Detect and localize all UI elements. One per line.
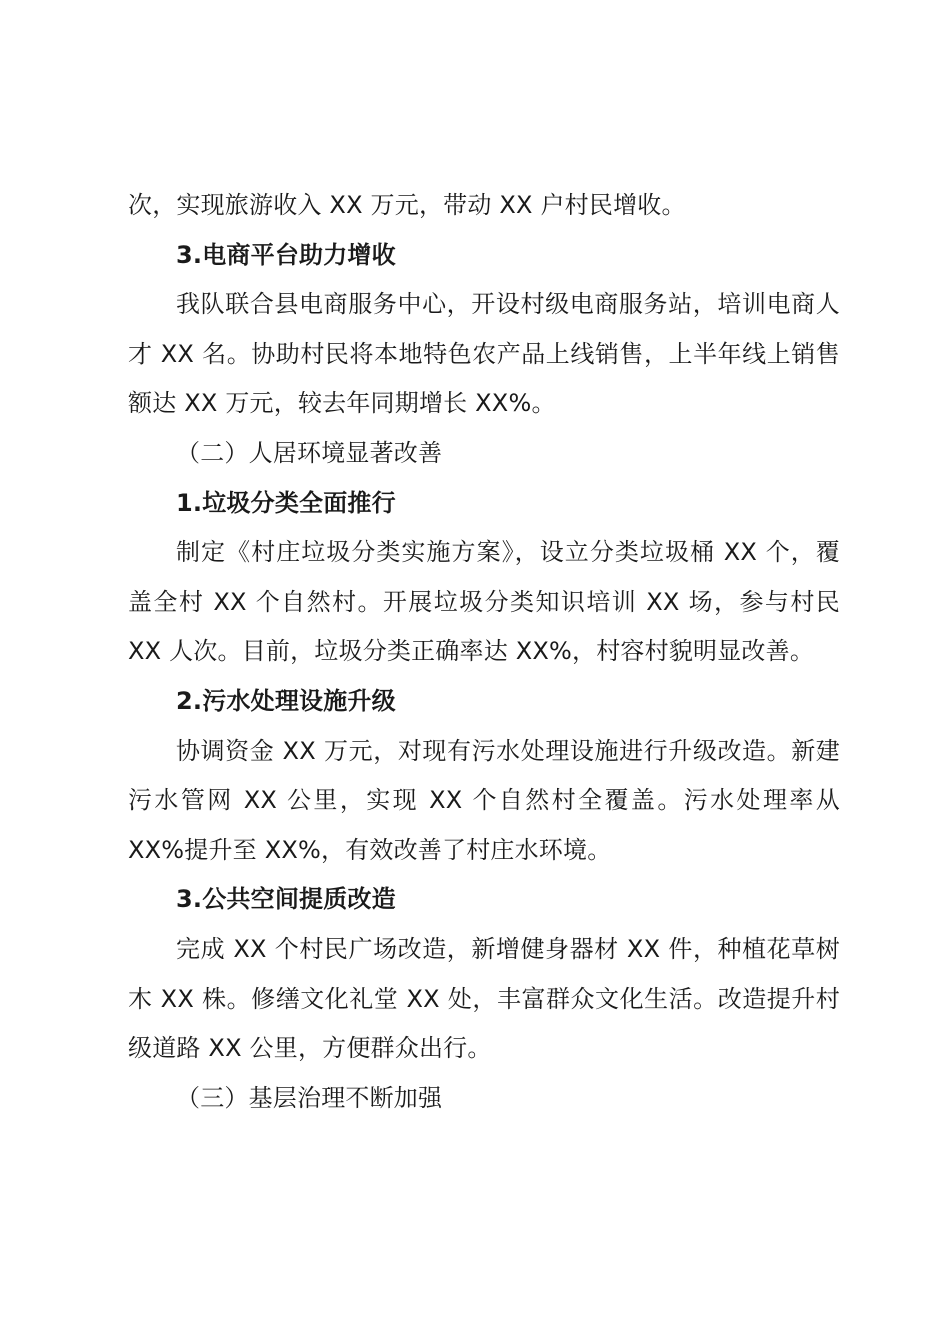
paragraph-continuation: 次，实现旅游收入 XX 万元，带动 XX 户村民增收。 xyxy=(128,191,686,219)
heading-sewage: 2.污水处理设施升级 xyxy=(176,686,396,715)
document-body xyxy=(128,181,840,1123)
paragraph-garbage-sorting: 制定《村庄垃圾分类实施方案》，设立分类垃圾桶 XX 个，覆盖全村 XX 个自然村。开展垃圾分类知识培训 XX 场，参与村民 XX 人次。目前，垃圾分类正确率达 XX%，村容村貌明显改善。 xyxy=(128,538,840,666)
section-title-environment: （二）人居环境显著改善 xyxy=(176,438,443,467)
paragraph-sewage: 协调资金 XX 万元，对现有污水处理设施进行升级改造。新建污水管网 XX 公里，实现 XX 个自然村全覆盖。污水处理率从 XX%提升至 XX%，有效改善了村庄水环境。 xyxy=(128,736,840,864)
paragraph-public-space: 完成 XX 个村民广场改造，新增健身器材 XX 件，种植花草树木 XX 株。修缮文化礼堂 XX 处，丰富群众文化生活。改造提升村级道路 XX 公里，方便群众出行。 xyxy=(128,934,840,1063)
heading-public-space: 3.公共空间提质改造 xyxy=(176,885,396,914)
section-title-governance: （三）基层治理不断加强 xyxy=(176,1083,443,1112)
heading-ecommerce: 3.电商平台助力增收 xyxy=(176,240,396,269)
heading-garbage-sorting: 1.垃圾分类全面推行 xyxy=(176,488,396,517)
paragraph-ecommerce: 我队联合县电商服务中心，开设村级电商服务站，培训电商人才 XX 名。协助村民将本地特色农产品上线销售，上半年线上销售额达 XX 万元，较去年同期增长 XX%。 xyxy=(128,290,840,418)
